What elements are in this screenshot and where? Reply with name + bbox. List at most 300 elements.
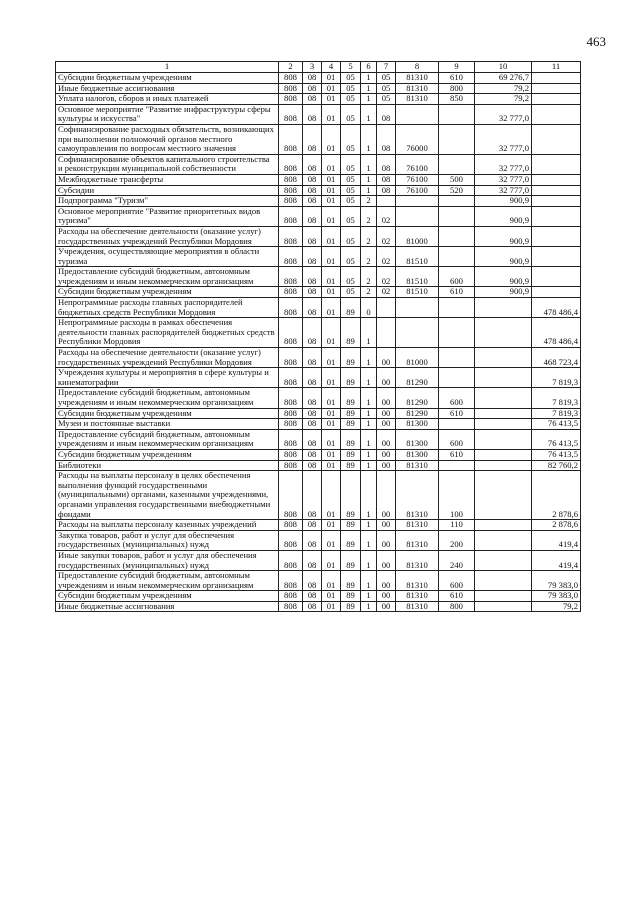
- code-event-cell: [377, 298, 396, 318]
- code-expense-type-cell: 600: [439, 429, 475, 449]
- expense-name-cell: Основное мероприятие "Развитие приоритетных видов туризма": [56, 206, 279, 226]
- amount-col10-cell: 32 777,0: [475, 154, 532, 174]
- code-section-cell: 08: [303, 206, 322, 226]
- code-program-cell: 89: [341, 388, 361, 408]
- amount-col11-cell: [532, 287, 581, 298]
- code-event-cell: 08: [377, 185, 396, 196]
- code-subsection-cell: 01: [322, 520, 341, 531]
- code-program-cell: 05: [341, 154, 361, 174]
- code-ministry-cell: 808: [279, 460, 303, 471]
- expense-name-cell: Субсидии бюджетным учреждениям: [56, 449, 279, 460]
- code-expense-type-cell: [439, 348, 475, 368]
- expense-name-cell: Учреждения, осуществляющие мероприятия в области туризма: [56, 247, 279, 267]
- code-section-cell: 08: [303, 520, 322, 531]
- table-row: [56, 298, 581, 318]
- amount-col10-cell: [475, 348, 532, 368]
- amount-col10-cell: [475, 388, 532, 408]
- code-direction-cell: 76000: [396, 124, 439, 154]
- code-program-cell: 05: [341, 185, 361, 196]
- amount-col11-cell: 7 819,3: [532, 408, 581, 419]
- code-ministry-cell: 808: [279, 471, 303, 520]
- code-subprogram-cell: 2: [361, 196, 377, 207]
- code-section-cell: 08: [303, 196, 322, 207]
- code-event-cell: 00: [377, 460, 396, 471]
- column-header-7: 7: [377, 62, 396, 73]
- code-expense-type-cell: [439, 318, 475, 348]
- code-section-cell: 08: [303, 318, 322, 348]
- amount-col11-cell: [532, 226, 581, 246]
- table-row: [56, 287, 581, 298]
- code-expense-type-cell: [439, 368, 475, 388]
- amount-col10-cell: 79,2: [475, 83, 532, 94]
- table-row: [56, 530, 581, 550]
- code-program-cell: 05: [341, 247, 361, 267]
- code-direction-cell: 81510: [396, 267, 439, 287]
- code-event-cell: 00: [377, 591, 396, 602]
- amount-col11-cell: 7 819,3: [532, 368, 581, 388]
- table-row: [56, 460, 581, 471]
- code-section-cell: 08: [303, 449, 322, 460]
- column-header-1: 1: [56, 62, 279, 73]
- code-program-cell: 89: [341, 298, 361, 318]
- code-expense-type-cell: [439, 460, 475, 471]
- code-subprogram-cell: 1: [361, 419, 377, 430]
- code-subprogram-cell: 1: [361, 429, 377, 449]
- amount-col10-cell: 900,9: [475, 247, 532, 267]
- column-header-4: 4: [322, 62, 341, 73]
- expense-name-cell: Иные бюджетные ассигнования: [56, 601, 279, 612]
- expense-name-cell: Музеи и постоянные выставки: [56, 419, 279, 430]
- code-event-cell: 05: [377, 94, 396, 105]
- code-subsection-cell: 01: [322, 530, 341, 550]
- amount-col10-cell: [475, 368, 532, 388]
- code-program-cell: 05: [341, 124, 361, 154]
- code-event-cell: [377, 196, 396, 207]
- code-section-cell: 08: [303, 124, 322, 154]
- code-direction-cell: 81000: [396, 226, 439, 246]
- code-ministry-cell: 808: [279, 104, 303, 124]
- code-ministry-cell: 808: [279, 408, 303, 419]
- expense-name-cell: Уплата налогов, сборов и иных платежей: [56, 94, 279, 105]
- code-subsection-cell: 01: [322, 591, 341, 602]
- table-row: [56, 550, 581, 570]
- table-row: [56, 94, 581, 105]
- column-header-2: 2: [279, 62, 303, 73]
- code-subsection-cell: 01: [322, 185, 341, 196]
- amount-col10-cell: [475, 520, 532, 531]
- expense-name-cell: Расходы на обеспечение деятельности (оказание услуг) государственных учреждений Республики Мордовия: [56, 348, 279, 368]
- code-section-cell: 08: [303, 267, 322, 287]
- amount-col11-cell: 79,2: [532, 601, 581, 612]
- code-subprogram-cell: 1: [361, 550, 377, 570]
- code-event-cell: [377, 318, 396, 348]
- table-row: [56, 226, 581, 246]
- code-subprogram-cell: 1: [361, 408, 377, 419]
- code-event-cell: 00: [377, 520, 396, 531]
- code-subprogram-cell: 1: [361, 368, 377, 388]
- expense-name-cell: Субсидии бюджетным учреждениям: [56, 408, 279, 419]
- code-expense-type-cell: 850: [439, 94, 475, 105]
- code-program-cell: 05: [341, 206, 361, 226]
- code-expense-type-cell: 610: [439, 287, 475, 298]
- code-direction-cell: 81310: [396, 471, 439, 520]
- code-subsection-cell: 01: [322, 318, 341, 348]
- table-row: [56, 174, 581, 185]
- code-event-cell: 00: [377, 601, 396, 612]
- amount-col10-cell: 32 777,0: [475, 104, 532, 124]
- code-subsection-cell: 01: [322, 429, 341, 449]
- table-row: [56, 185, 581, 196]
- code-event-cell: 02: [377, 267, 396, 287]
- code-ministry-cell: 808: [279, 124, 303, 154]
- code-direction-cell: 81310: [396, 591, 439, 602]
- code-program-cell: 89: [341, 348, 361, 368]
- code-subsection-cell: 01: [322, 471, 341, 520]
- amount-col11-cell: 76 413,5: [532, 419, 581, 430]
- code-expense-type-cell: [439, 104, 475, 124]
- code-event-cell: 00: [377, 530, 396, 550]
- amount-col10-cell: [475, 601, 532, 612]
- column-header-10: 10: [475, 62, 532, 73]
- code-expense-type-cell: 500: [439, 174, 475, 185]
- amount-col10-cell: [475, 298, 532, 318]
- code-event-cell: 00: [377, 368, 396, 388]
- code-program-cell: 05: [341, 104, 361, 124]
- amount-col11-cell: 468 723,4: [532, 348, 581, 368]
- amount-col11-cell: [532, 196, 581, 207]
- code-direction-cell: [396, 206, 439, 226]
- code-expense-type-cell: 610: [439, 408, 475, 419]
- table-row: [56, 388, 581, 408]
- table-row: [56, 571, 581, 591]
- amount-col11-cell: 76 413,5: [532, 429, 581, 449]
- expense-name-cell: Непрограммные расходы главных распорядителей бюджетных средств Республики Мордовия: [56, 298, 279, 318]
- code-ministry-cell: 808: [279, 73, 303, 84]
- code-direction-cell: 81310: [396, 550, 439, 570]
- code-ministry-cell: 808: [279, 83, 303, 94]
- code-section-cell: 08: [303, 185, 322, 196]
- code-expense-type-cell: 520: [439, 185, 475, 196]
- code-subsection-cell: 01: [322, 206, 341, 226]
- code-subprogram-cell: 1: [361, 591, 377, 602]
- amount-col10-cell: [475, 318, 532, 348]
- code-section-cell: 08: [303, 154, 322, 174]
- table-row: [56, 449, 581, 460]
- code-program-cell: 89: [341, 471, 361, 520]
- table-row: [56, 124, 581, 154]
- code-ministry-cell: 808: [279, 601, 303, 612]
- amount-col10-cell: 32 777,0: [475, 124, 532, 154]
- code-event-cell: 00: [377, 419, 396, 430]
- amount-col11-cell: 82 760,2: [532, 460, 581, 471]
- code-expense-type-cell: 600: [439, 571, 475, 591]
- expense-name-cell: Софинансирование расходных обязательств, возникающих при выполнении полномочий органов местного самоуправления по вопросам местного значения: [56, 124, 279, 154]
- table-row: [56, 267, 581, 287]
- code-section-cell: 08: [303, 550, 322, 570]
- code-program-cell: 89: [341, 591, 361, 602]
- code-direction-cell: 81300: [396, 429, 439, 449]
- table-row: [56, 348, 581, 368]
- expense-name-cell: Иные закупки товаров, работ и услуг для обеспечения государственных (муниципальных) нужд: [56, 550, 279, 570]
- code-subprogram-cell: 0: [361, 298, 377, 318]
- code-section-cell: 08: [303, 388, 322, 408]
- expense-name-cell: Закупка товаров, работ и услуг для обеспечения государственных (муниципальных) нужд: [56, 530, 279, 550]
- code-subsection-cell: 01: [322, 83, 341, 94]
- amount-col11-cell: 478 486,4: [532, 318, 581, 348]
- expense-name-cell: Основное мероприятие "Развитие инфраструктуры сферы культуры и искусства": [56, 104, 279, 124]
- amount-col10-cell: [475, 408, 532, 419]
- code-subsection-cell: 01: [322, 550, 341, 570]
- amount-col11-cell: [532, 267, 581, 287]
- code-direction-cell: [396, 318, 439, 348]
- amount-col11-cell: 419,4: [532, 550, 581, 570]
- amount-col10-cell: [475, 530, 532, 550]
- code-event-cell: 00: [377, 408, 396, 419]
- code-direction-cell: [396, 196, 439, 207]
- code-event-cell: 00: [377, 429, 396, 449]
- code-direction-cell: 81310: [396, 571, 439, 591]
- amount-col11-cell: [532, 104, 581, 124]
- code-subsection-cell: 01: [322, 226, 341, 246]
- code-ministry-cell: 808: [279, 247, 303, 267]
- code-ministry-cell: 808: [279, 267, 303, 287]
- amount-col11-cell: [532, 94, 581, 105]
- expense-name-cell: Субсидии бюджетным учреждениям: [56, 287, 279, 298]
- code-section-cell: 08: [303, 408, 322, 419]
- code-section-cell: 08: [303, 571, 322, 591]
- column-header-3: 3: [303, 62, 322, 73]
- column-header-6: 6: [361, 62, 377, 73]
- code-program-cell: 05: [341, 287, 361, 298]
- code-subsection-cell: 01: [322, 174, 341, 185]
- code-expense-type-cell: [439, 247, 475, 267]
- code-program-cell: 89: [341, 601, 361, 612]
- code-subprogram-cell: 1: [361, 571, 377, 591]
- code-subsection-cell: 01: [322, 94, 341, 105]
- table-row: [56, 368, 581, 388]
- code-direction-cell: 81300: [396, 419, 439, 430]
- code-ministry-cell: 808: [279, 174, 303, 185]
- code-subsection-cell: 01: [322, 348, 341, 368]
- code-subsection-cell: 01: [322, 287, 341, 298]
- code-subprogram-cell: 2: [361, 267, 377, 287]
- code-expense-type-cell: 600: [439, 267, 475, 287]
- code-expense-type-cell: 610: [439, 591, 475, 602]
- code-subsection-cell: 01: [322, 247, 341, 267]
- code-event-cell: 02: [377, 206, 396, 226]
- budget-table: [55, 61, 581, 612]
- code-subsection-cell: 01: [322, 104, 341, 124]
- amount-col11-cell: 2 878,6: [532, 520, 581, 531]
- code-ministry-cell: 808: [279, 449, 303, 460]
- code-subprogram-cell: 1: [361, 460, 377, 471]
- code-section-cell: 08: [303, 226, 322, 246]
- table-row: [56, 520, 581, 531]
- table-row: [56, 206, 581, 226]
- code-subsection-cell: 01: [322, 601, 341, 612]
- amount-col10-cell: [475, 429, 532, 449]
- code-direction-cell: [396, 298, 439, 318]
- amount-col11-cell: [532, 154, 581, 174]
- expense-name-cell: Подпрограмма "Туризм": [56, 196, 279, 207]
- code-subprogram-cell: 2: [361, 206, 377, 226]
- code-direction-cell: 76100: [396, 154, 439, 174]
- code-program-cell: 89: [341, 368, 361, 388]
- code-expense-type-cell: 800: [439, 601, 475, 612]
- code-direction-cell: 81510: [396, 287, 439, 298]
- amount-col11-cell: [532, 247, 581, 267]
- amount-col11-cell: 7 819,3: [532, 388, 581, 408]
- code-expense-type-cell: 610: [439, 73, 475, 84]
- code-ministry-cell: 808: [279, 287, 303, 298]
- code-event-cell: 00: [377, 550, 396, 570]
- code-program-cell: 89: [341, 530, 361, 550]
- code-subprogram-cell: 1: [361, 83, 377, 94]
- code-direction-cell: 81310: [396, 460, 439, 471]
- code-expense-type-cell: [439, 298, 475, 318]
- code-event-cell: 02: [377, 247, 396, 267]
- code-program-cell: 89: [341, 449, 361, 460]
- code-section-cell: 08: [303, 368, 322, 388]
- code-direction-cell: 81300: [396, 449, 439, 460]
- code-event-cell: 02: [377, 287, 396, 298]
- amount-col11-cell: 2 878,6: [532, 471, 581, 520]
- code-direction-cell: 76100: [396, 174, 439, 185]
- table-row: [56, 408, 581, 419]
- code-subprogram-cell: 1: [361, 449, 377, 460]
- code-ministry-cell: 808: [279, 196, 303, 207]
- code-subsection-cell: 01: [322, 267, 341, 287]
- amount-col11-cell: [532, 185, 581, 196]
- code-program-cell: 89: [341, 550, 361, 570]
- code-event-cell: 05: [377, 73, 396, 84]
- code-ministry-cell: 808: [279, 206, 303, 226]
- code-section-cell: 08: [303, 94, 322, 105]
- column-header-11: 11: [532, 62, 581, 73]
- amount-col11-cell: 76 413,5: [532, 449, 581, 460]
- code-ministry-cell: 808: [279, 520, 303, 531]
- code-direction-cell: 81000: [396, 348, 439, 368]
- code-event-cell: 08: [377, 104, 396, 124]
- code-program-cell: 89: [341, 571, 361, 591]
- code-expense-type-cell: 800: [439, 83, 475, 94]
- expense-name-cell: Софинансирование объектов капитального строительства и реконструкции муниципальной собственности: [56, 154, 279, 174]
- code-section-cell: 08: [303, 73, 322, 84]
- code-event-cell: 00: [377, 388, 396, 408]
- code-expense-type-cell: [439, 196, 475, 207]
- code-subsection-cell: 01: [322, 154, 341, 174]
- code-subprogram-cell: 1: [361, 124, 377, 154]
- column-header-8: 8: [396, 62, 439, 73]
- amount-col10-cell: 900,9: [475, 206, 532, 226]
- code-subprogram-cell: 2: [361, 287, 377, 298]
- amount-col10-cell: 79,2: [475, 94, 532, 105]
- table-body: [56, 73, 581, 612]
- amount-col10-cell: [475, 571, 532, 591]
- table-row: [56, 196, 581, 207]
- amount-col11-cell: [532, 174, 581, 185]
- code-expense-type-cell: 600: [439, 388, 475, 408]
- expense-name-cell: Межбюджетные трансферты: [56, 174, 279, 185]
- amount-col11-cell: 79 383,0: [532, 571, 581, 591]
- code-section-cell: 08: [303, 83, 322, 94]
- header-row: [56, 62, 581, 73]
- code-program-cell: 89: [341, 318, 361, 348]
- code-direction-cell: 81290: [396, 408, 439, 419]
- code-direction-cell: 81310: [396, 520, 439, 531]
- amount-col10-cell: [475, 460, 532, 471]
- code-program-cell: 05: [341, 174, 361, 185]
- code-subsection-cell: 01: [322, 73, 341, 84]
- code-section-cell: 08: [303, 419, 322, 430]
- code-subsection-cell: 01: [322, 408, 341, 419]
- code-subprogram-cell: 1: [361, 388, 377, 408]
- expense-name-cell: Расходы на выплаты персоналу казенных учреждений: [56, 520, 279, 531]
- amount-col11-cell: [532, 124, 581, 154]
- code-program-cell: 05: [341, 83, 361, 94]
- code-expense-type-cell: [439, 154, 475, 174]
- code-direction-cell: 81290: [396, 388, 439, 408]
- expense-name-cell: Предоставление субсидий бюджетным, автономным учреждениям и иным некоммерческим организациям: [56, 571, 279, 591]
- table-row: [56, 154, 581, 174]
- code-subprogram-cell: 1: [361, 471, 377, 520]
- code-ministry-cell: 808: [279, 571, 303, 591]
- expense-name-cell: Предоставление субсидий бюджетным, автономным учреждениям и иным некоммерческим организациям: [56, 388, 279, 408]
- code-event-cell: 00: [377, 449, 396, 460]
- code-program-cell: 05: [341, 196, 361, 207]
- code-event-cell: 08: [377, 174, 396, 185]
- code-ministry-cell: 808: [279, 94, 303, 105]
- code-subprogram-cell: 1: [361, 174, 377, 185]
- code-subprogram-cell: 1: [361, 520, 377, 531]
- code-expense-type-cell: 240: [439, 550, 475, 570]
- code-section-cell: 08: [303, 247, 322, 267]
- code-subsection-cell: 01: [322, 388, 341, 408]
- code-expense-type-cell: [439, 206, 475, 226]
- code-program-cell: 05: [341, 267, 361, 287]
- expense-name-cell: Субсидии бюджетным учреждениям: [56, 73, 279, 84]
- expense-name-cell: Расходы на обеспечение деятельности (оказание услуг) государственных учреждений Республики Мордовия: [56, 226, 279, 246]
- code-event-cell: 00: [377, 571, 396, 591]
- amount-col11-cell: [532, 83, 581, 94]
- code-subprogram-cell: 2: [361, 226, 377, 246]
- code-section-cell: 08: [303, 298, 322, 318]
- code-event-cell: 00: [377, 471, 396, 520]
- code-section-cell: 08: [303, 429, 322, 449]
- expense-name-cell: Расходы на выплаты персоналу в целях обеспечения выполнения функций государственными (муниципальными) органами, казенными учреждениями, органами управления государственными внебюджетными фондами: [56, 471, 279, 520]
- code-section-cell: 08: [303, 348, 322, 368]
- code-direction-cell: 81310: [396, 530, 439, 550]
- code-program-cell: 89: [341, 408, 361, 419]
- code-section-cell: 08: [303, 601, 322, 612]
- code-subsection-cell: 01: [322, 571, 341, 591]
- code-ministry-cell: 808: [279, 419, 303, 430]
- code-direction-cell: 81310: [396, 601, 439, 612]
- code-ministry-cell: 808: [279, 298, 303, 318]
- code-event-cell: 02: [377, 226, 396, 246]
- amount-col10-cell: [475, 419, 532, 430]
- code-direction-cell: 81510: [396, 247, 439, 267]
- amount-col10-cell: [475, 449, 532, 460]
- table-row: [56, 471, 581, 520]
- code-expense-type-cell: 100: [439, 471, 475, 520]
- table-row: [56, 247, 581, 267]
- code-section-cell: 08: [303, 174, 322, 185]
- amount-col10-cell: [475, 591, 532, 602]
- expense-name-cell: Непрограммные расходы в рамках обеспечения деятельности главных распорядителей бюджетных средств Республики Мордовия: [56, 318, 279, 348]
- amount-col10-cell: 900,9: [475, 267, 532, 287]
- table-row: [56, 591, 581, 602]
